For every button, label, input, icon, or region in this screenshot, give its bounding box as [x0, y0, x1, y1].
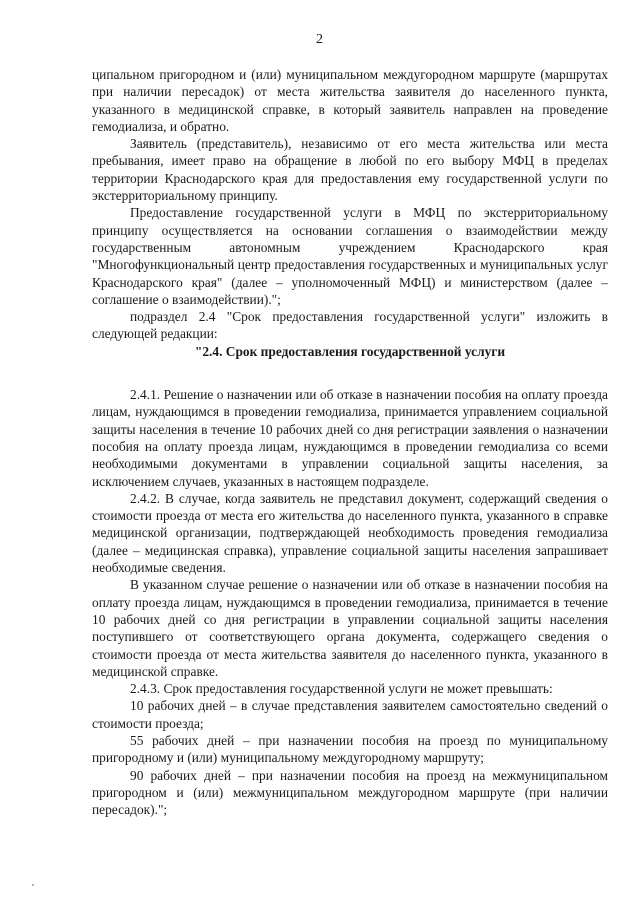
page-number: 2	[316, 32, 323, 47]
section-heading: "2.4. Срок предоставления государственной услуги	[194, 343, 506, 359]
paragraph-2-4-1: 2.4.1. Решение о назначении или об отказе в назначении пособия на оплату проезда лицам, нуждающимся в проведении гемодиализа, принимается управлением социальной защиты населения в течение 10 рабочих дней со дня регистрации заявления о назначении пособия на оплату проезда лицам, нуждающимся в проведении гемодиализа со всеми необходимыми документами в управлении социальной защиты населения, за исключением случаев, указанных в настоящем подразделе.	[92, 387, 608, 489]
paragraph-subsection-amendment: подраздел 2.4 "Срок предоставления государственной услуги" изложить в следующей редакции:	[92, 309, 608, 342]
paragraph-term-55-days: 55 рабочих дней – при назначении пособия на проезд по муниципальному пригородному и (или) муниципальному междугородному маршруту;	[92, 732, 608, 766]
scan-speck	[32, 884, 34, 886]
paragraph-term-90-days: 90 рабочих дней – при назначении пособия на проезд на межмуниципальном пригородном и (или) межмуниципальном междугородном маршруте (при наличии пересадок).";	[92, 767, 608, 818]
document-body	[92, 66, 608, 818]
paragraph-continuation: ципальном пригородном и (или) муниципальном междугородном маршруте (маршрутах при наличии пересадок) от места жительства заявителя до населенного пункта, указанного в медицинской справке, в который заявитель направлен на проведение гемодиализа, и обратно.	[92, 67, 608, 134]
paragraph-2-4-2: 2.4.2. В случае, когда заявитель не представил документ, содержащий сведения о стоимости проезда от места его жительства до населенного пункта, указанного в справке медицинской организации, подтверждающей необходимость проведения гемодиализа (далее – медицинская справка), управление социальной защиты населения запрашивает необходимые сведения.	[92, 490, 608, 576]
paragraph-applicant-rights: Заявитель (представитель), независимо от его места жительства или места пребывания, имеет право на обращение в любой по его выбору МФЦ в пределах территории Краснодарского края для предоставления ему государственной услуги по экстерриториальному принципу.	[92, 136, 608, 204]
paragraph-2-4-2-cont: В указанном случае решение о назначении или об отказе в назначении пособия на оплату проезда лицам, нуждающимся в проведении гемодиализа, принимается в течение 10 рабочих дней со дня регистрации в управлении социальной защиты населения поступившего от соответствующего органа документа, содержащего сведения о стоимости проезда от места жительства заявителя до населенного пункта, указанного в медицинской справке.	[92, 577, 608, 679]
paragraph-term-10-days: 10 рабочих дней – в случае представления заявителем самостоятельно сведений о стоимости проезда;	[92, 698, 608, 731]
paragraph-2-4-3: 2.4.3. Срок предоставления государственной услуги не может превышать:	[130, 681, 553, 697]
paragraph-extraterritorial: Предоставление государственной услуги в МФЦ по экстерриториальному принципу осуществляется на основании соглашения о взаимодействии между государственным автономным учреждением Краснодарского края "Многофункциональный центр предоставления государственных и муниципальных услуг Краснодарского края" (далее – уполномоченный МФЦ) и министерством (далее – соглашение о взаимодействии).";	[92, 205, 608, 307]
